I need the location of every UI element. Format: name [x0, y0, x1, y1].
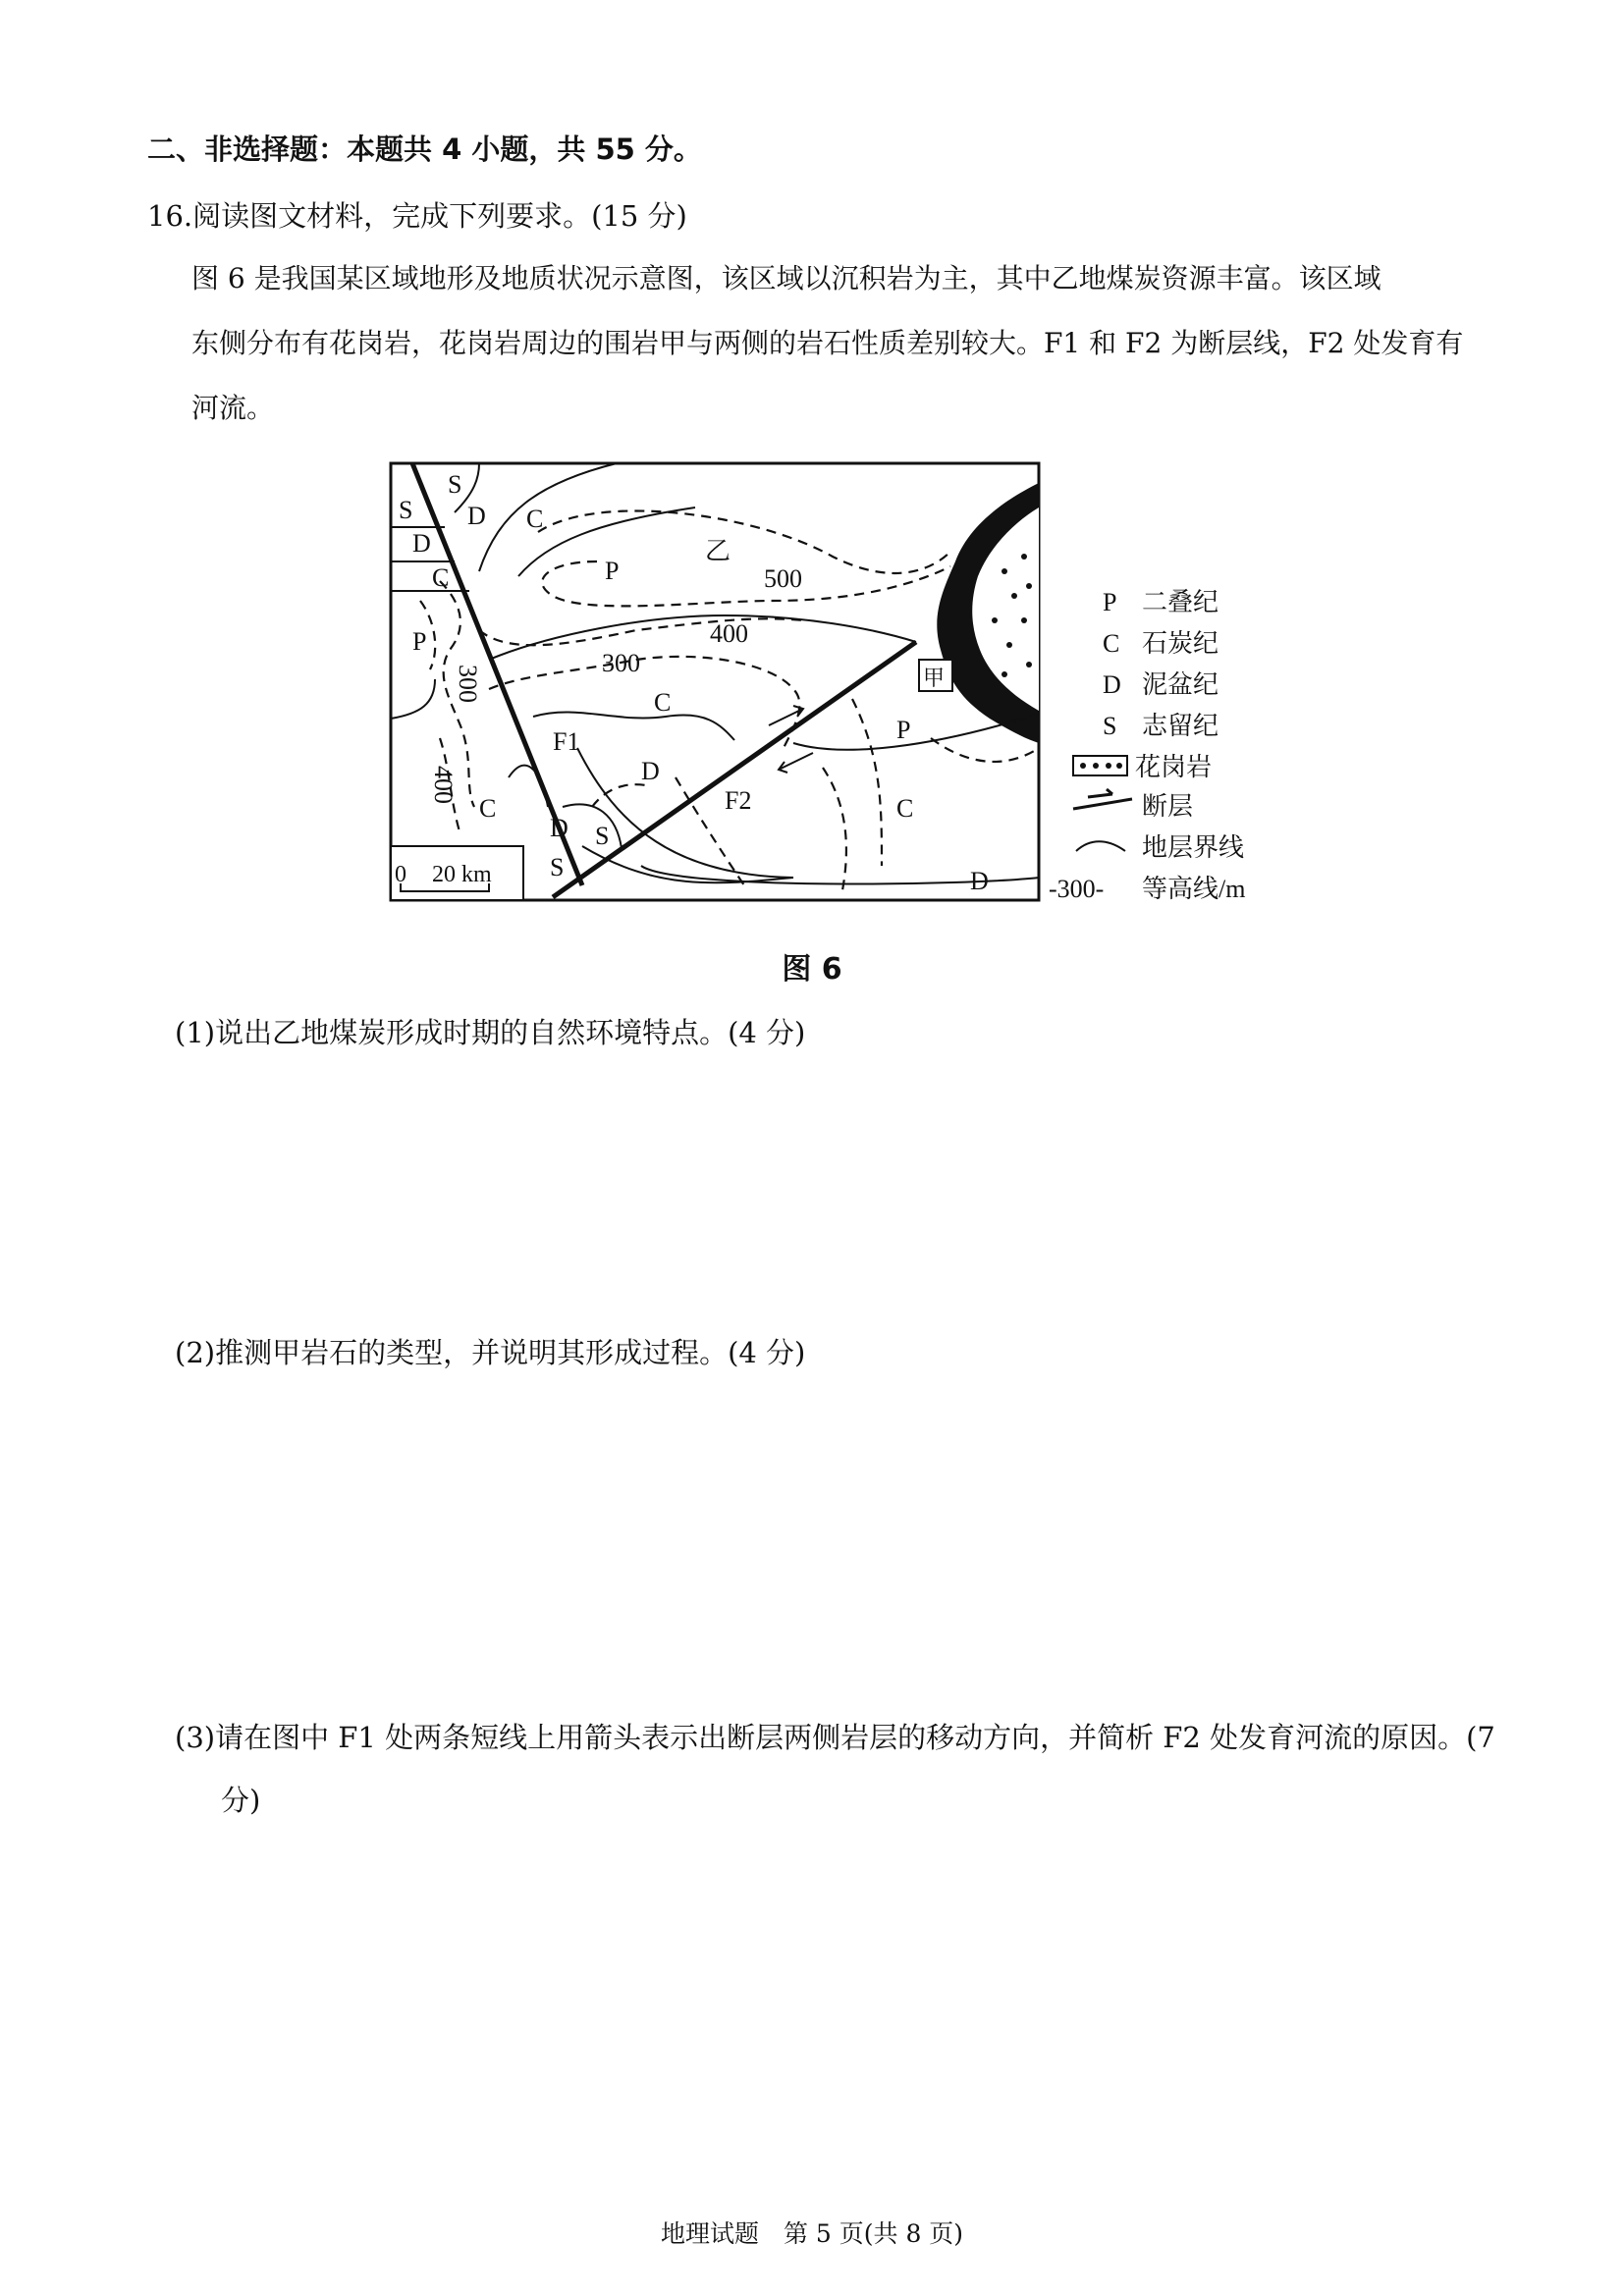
- material-line-1: 图 6 是我国某区域地形及地质状况示意图，该区域以沉积岩为主，其中乙地煤炭资源丰富。该区域: [191, 262, 1381, 294]
- map-label-C4: C: [479, 794, 497, 823]
- legend: [1049, 588, 1245, 903]
- legend-label-S: 志留纪: [1142, 712, 1219, 740]
- map-label-C5: C: [896, 794, 914, 823]
- map-label-c300a: 300: [454, 665, 482, 703]
- subquestion-3-continued: 分): [221, 1784, 261, 1817]
- material-line-2: 东侧分布有花岗岩，花岗岩周边的围岩甲与两侧的岩石性质差别较大。F1 和 F2 为断层线，F2 处发育有: [191, 327, 1464, 359]
- map-label-C1: C: [526, 505, 544, 533]
- legend-boundary-icon: [1076, 841, 1125, 851]
- legend-label-contour: 等高线/m: [1142, 875, 1246, 903]
- figure-caption: 图 6: [782, 952, 842, 987]
- map-label-jia: 甲: [923, 666, 946, 690]
- geology-map-figure: [381, 454, 1284, 934]
- legend-label-fault: 断层: [1142, 792, 1194, 821]
- map-label-c300b: 300: [602, 649, 640, 677]
- map-label-S2: S: [399, 496, 413, 524]
- map-label-S3: S: [595, 822, 610, 850]
- question-prompt: 16.阅读图文材料，完成下列要求。(15 分): [147, 199, 687, 233]
- section-title: 二、非选择题：本题共 4 小题，共 55 分。: [147, 133, 702, 166]
- map-label-D4: D: [550, 814, 568, 842]
- map-label-F2: F2: [725, 786, 752, 815]
- map-label-C3: C: [654, 688, 672, 717]
- map-label-P2: P: [412, 627, 427, 656]
- legend-label-P: 二叠纪: [1142, 588, 1219, 616]
- map-label-D3: D: [641, 757, 660, 785]
- legend-label-D: 泥盆纪: [1142, 670, 1219, 699]
- page-footer: 地理试题 第 5 页(共 8 页): [660, 2219, 964, 2248]
- fault-arrow-lower: [779, 753, 813, 773]
- map-label-S1: S: [448, 470, 462, 499]
- scale-zero: 0: [395, 862, 406, 887]
- map-label-S4: S: [550, 853, 565, 881]
- map-label-D1: D: [467, 502, 486, 530]
- scale-distance: 20 km: [432, 862, 492, 887]
- contour-lines: [420, 510, 1039, 890]
- map-label-c400a: 400: [710, 619, 748, 648]
- map-label-P3: P: [896, 716, 911, 744]
- legend-fault-icon: [1073, 789, 1132, 809]
- legend-label-boundary: 地层界线: [1142, 833, 1245, 862]
- material-line-3: 河流。: [191, 392, 275, 424]
- map-label-c500: 500: [764, 564, 802, 593]
- map-label-F1: F1: [553, 727, 580, 756]
- map-label-c400b: 400: [429, 766, 458, 804]
- legend-contour-symbol: -300-: [1049, 875, 1105, 903]
- map-label-yi: 乙: [705, 537, 731, 565]
- legend-symbol-S: S: [1103, 712, 1117, 740]
- map-label-D5: D: [970, 867, 989, 895]
- legend-symbol-P: P: [1103, 588, 1117, 616]
- map-label-C2: C: [432, 563, 450, 592]
- map-label-P1: P: [605, 557, 620, 585]
- subquestion-3: (3)请在图中 F1 处两条短线上用箭头表示出断层两侧岩层的移动方向，并简析 F2 处发育河流的原因。(7: [175, 1721, 1495, 1754]
- subquestion-1: (1)说出乙地煤炭形成时期的自然环境特点。(4 分): [175, 1016, 806, 1049]
- legend-label-C: 石炭纪: [1142, 629, 1219, 658]
- map-label-D2: D: [412, 529, 431, 558]
- legend-symbol-D: D: [1103, 670, 1121, 699]
- subquestion-2: (2)推测甲岩石的类型，并说明其形成过程。(4 分): [175, 1336, 806, 1369]
- legend-label-granite: 花岗岩: [1135, 753, 1213, 781]
- legend-symbol-C: C: [1103, 629, 1120, 658]
